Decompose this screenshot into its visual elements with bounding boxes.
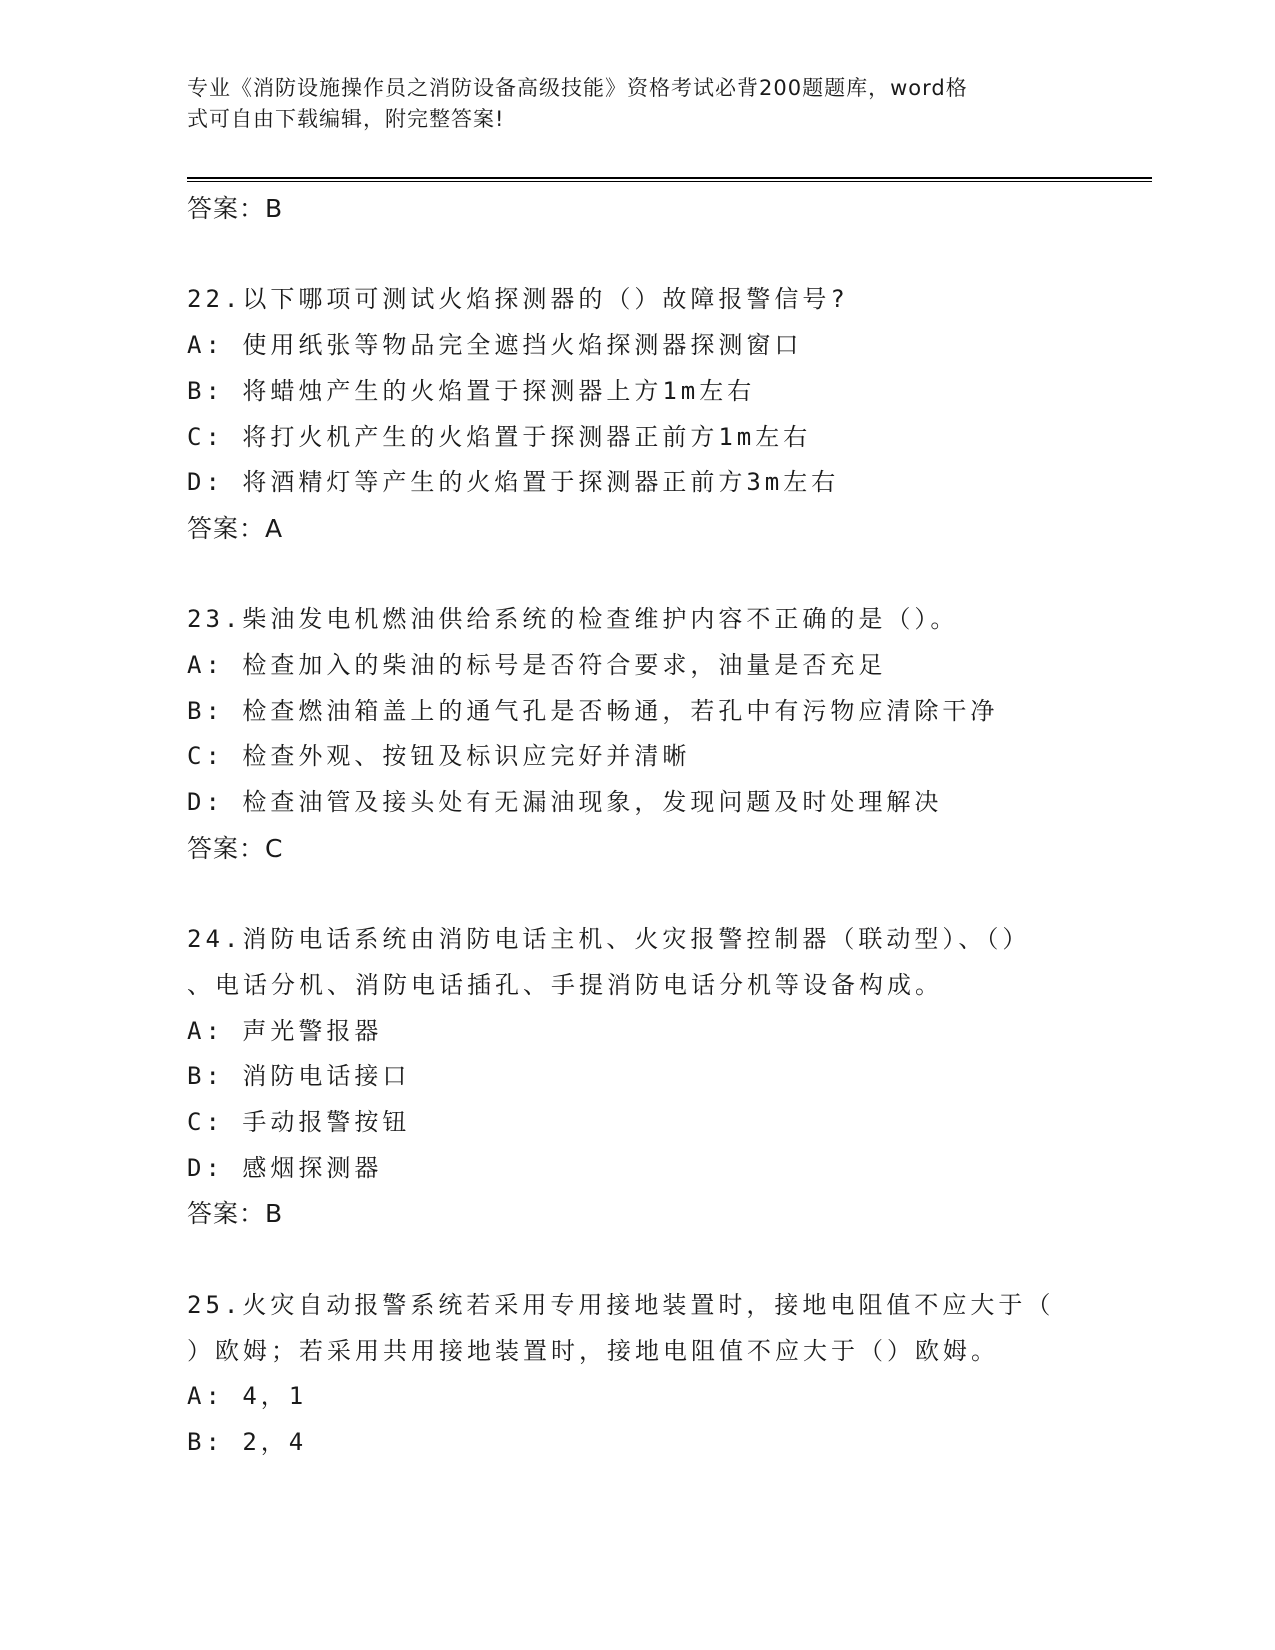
option-d: D: 检查油管及接头处有无漏油现象，发现问题及时处理解决 [187, 788, 943, 817]
answer: 答案：A [187, 513, 284, 543]
question-stem-line-2: ）欧姆；若采用共用接地装置时，接地电阻值不应大于（）欧姆。 [187, 1336, 999, 1365]
previous-answer: 答案：B [187, 194, 284, 223]
option-a: A: 检查加入的柴油的标号是否符合要求，油量是否充足 [187, 651, 887, 679]
option-c: C: 手动报警按钮 [187, 1108, 411, 1137]
option-a: A: 声光警报器 [187, 1016, 383, 1045]
option-a: A: 4，1 [187, 1382, 308, 1411]
question-stem-line-1: 24.消防电话系统由消防电话主机、火灾报警控制器（联动型）、（） [187, 925, 1031, 954]
spacer [187, 872, 1147, 918]
question-stem-line-2: 、电话分机、消防电话插孔、手提消防电话分机等设备构成。 [187, 970, 943, 999]
question-24 [187, 917, 1147, 1237]
option-c: C: 将打火机产生的火焰置于探测器正前方1m左右 [187, 422, 812, 451]
answer: 答案：C [187, 833, 284, 863]
option-a: A: 使用纸张等物品完全遮挡火焰探测器探测窗口 [187, 331, 803, 360]
spacer [187, 1237, 1147, 1283]
spacer [187, 232, 1147, 278]
question-stem-line-1: 25.火灾自动报警系统若采用专用接地装置时，接地电阻值不应大于（ [187, 1290, 1055, 1319]
option-b: B: 检查燃油箱盖上的通气孔是否畅通，若孔中有污物应清除干净 [187, 696, 999, 725]
question-23 [187, 597, 1147, 871]
question-stem: 22.以下哪项可测试火焰探测器的（）故障报警信号? [187, 285, 849, 314]
question-list [187, 186, 1147, 1466]
option-d: D: 将酒精灯等产生的火焰置于探测器正前方3m左右 [187, 468, 840, 497]
question-25 [187, 1283, 1147, 1466]
option-d: D: 感烟探测器 [187, 1153, 383, 1182]
answer: 答案：B [187, 1199, 284, 1229]
header-line-2: 式可自由下载编辑，附完整答案! [187, 107, 505, 131]
header-line-1: 专业《消防设施操作员之消防设备高级技能》资格考试必背200题题库，word格 [187, 76, 968, 100]
option-b: B: 消防电话接口 [187, 1062, 411, 1091]
document-header [187, 73, 1067, 135]
header-divider-thin [187, 181, 1152, 182]
option-c: C: 检查外观、按钮及标识应完好并清晰 [187, 742, 691, 771]
header-divider-thick [187, 177, 1152, 179]
question-22 [187, 277, 1147, 551]
question-stem: 23.柴油发电机燃油供给系统的检查维护内容不正确的是（）。 [187, 605, 959, 634]
option-b: B: 将蜡烛产生的火焰置于探测器上方1m左右 [187, 376, 756, 405]
spacer [187, 552, 1147, 598]
option-b: B: 2，4 [187, 1427, 308, 1456]
